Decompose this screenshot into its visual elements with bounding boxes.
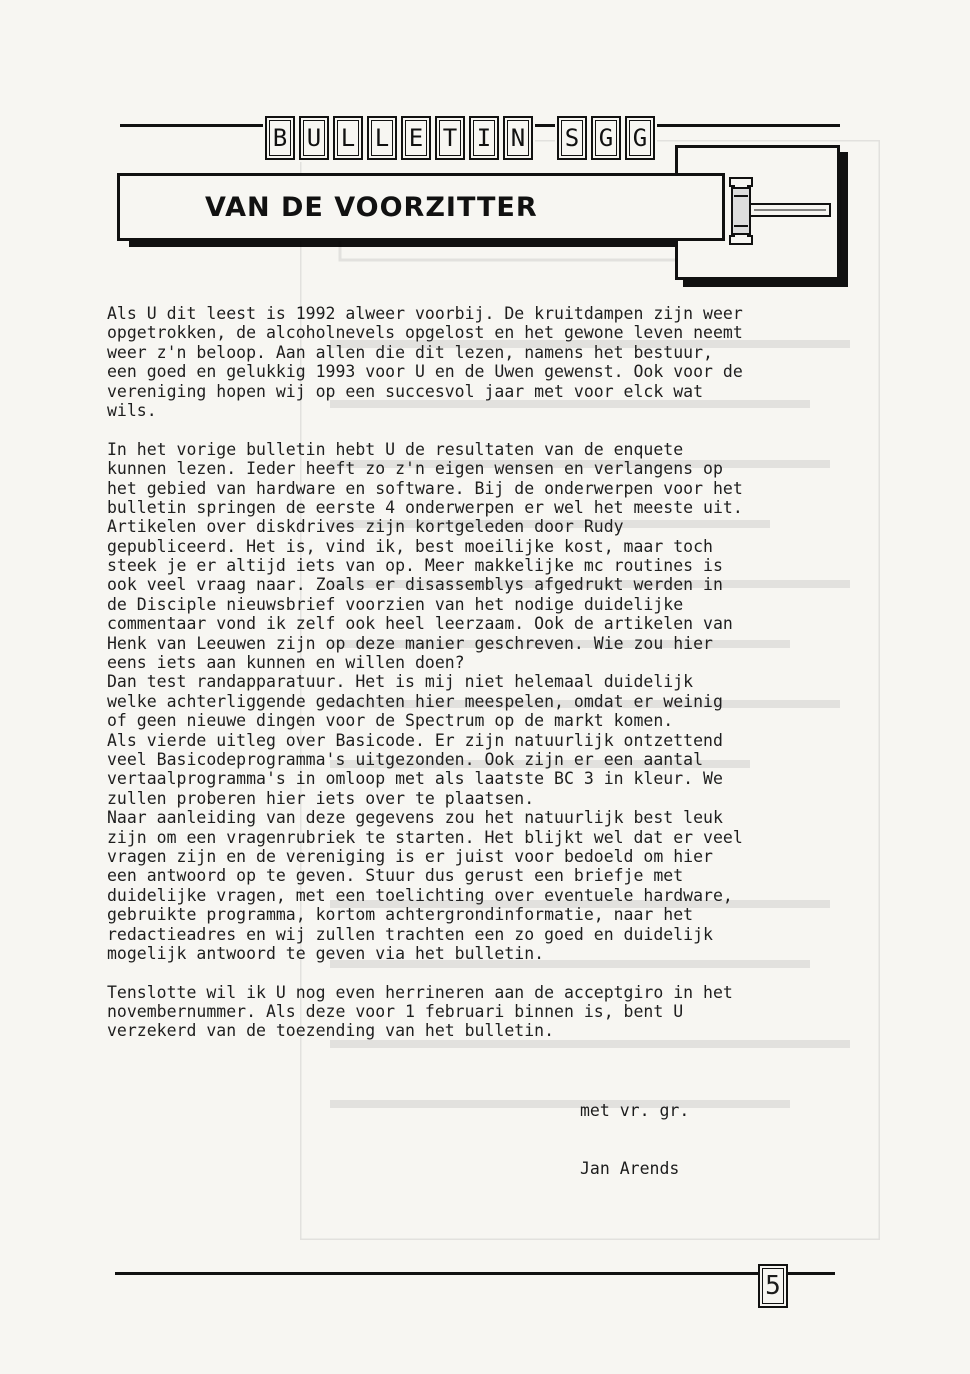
article-line: welke achterliggende gedachten hier meespelen, omdat er weinig xyxy=(107,691,723,711)
article-line: weer z'n beloop. Aan allen die dit lezen, namens het bestuur, xyxy=(107,342,713,362)
article-line: eens iets aan kunnen en willen doen? xyxy=(107,653,465,673)
brand-letter-tile: B xyxy=(265,116,295,160)
article-line: een antwoord op te geven. Stuur dus gerust een briefje met xyxy=(107,866,684,886)
brand-letter-tile: U xyxy=(299,116,329,160)
brand-letter-tile: L xyxy=(333,116,363,160)
brand-letter-tile: T xyxy=(435,116,465,160)
article-line: veel Basicodeprogramma's uitgezonden. Ook zijn er een aantal xyxy=(107,749,704,769)
section-title: VAN DE VOORZITTER xyxy=(205,191,538,223)
signature-block xyxy=(580,1062,689,1198)
author-name: Jan Arends xyxy=(580,1159,680,1179)
brand-letter-tile: L xyxy=(367,116,397,160)
article-line: de Disciple nieuwsbrief voorzien van het nodige duidelijke xyxy=(107,594,684,614)
article-line: Tenslotte wil ik U nog even herrineren aan de acceptgiro in het xyxy=(107,982,733,1002)
brand-letter-tile: N xyxy=(503,116,533,160)
section-title-box xyxy=(117,173,725,241)
article-line: In het vorige bulletin hebt U de resultaten van de enquete xyxy=(107,439,684,459)
article-line: zijn om een vragenrubriek te starten. Het blijkt wel dat er veel xyxy=(107,827,743,847)
brand-letter-tile: S xyxy=(557,116,587,160)
article-line: of geen nieuwe dingen voor de Spectrum op de markt komen. xyxy=(107,711,674,731)
article-line: kunnen lezen. Ieder heeft zo z'n eigen wensen en verlangens op xyxy=(107,459,723,479)
article-line: een goed en gelukkig 1993 voor U en de Uwen gewenst. Ook voor de xyxy=(107,362,743,382)
brand-letter-tile: G xyxy=(591,116,621,160)
article-line: mogelijk antwoord te geven via het bulletin. xyxy=(107,943,545,963)
article-line: redactieadres en wij zullen trachten een zo goed en duidelijk xyxy=(107,924,713,944)
page-number: 5 xyxy=(758,1264,788,1308)
article-line: vertaalprogramma's in omloop met als laatste BC 3 in kleur. We xyxy=(107,769,723,789)
brand-letter-tile: G xyxy=(625,116,655,160)
article-line: Naar aanleiding van deze gegevens zou het natuurlijk best leuk xyxy=(107,808,723,828)
article-line: gepubliceerd. Het is, vind ik, best moeilijke kost, maar toch xyxy=(107,536,713,556)
brand-letter-tile: E xyxy=(401,116,431,160)
article-line: Als vierde uitleg over Basicode. Er zijn natuurlijk ontzettend xyxy=(107,730,723,750)
article-line: zullen proberen hier iets over te plaatsen. xyxy=(107,788,535,808)
article-line: bulletin springen de eerste 4 onderwerpen er wel het meeste uit. xyxy=(107,497,743,517)
bottom-rule xyxy=(115,1272,835,1275)
article-line: duidelijke vragen, met een toelichting over eventuele hardware, xyxy=(107,885,733,905)
article-line: ook veel vraag naar. Zoals er disassemblys afgedrukt werden in xyxy=(107,575,723,595)
article-line: verzekerd van de toezending van het bulletin. xyxy=(107,1021,555,1041)
article-line: opgetrokken, de alcoholnevels opgelost en het gewone leven neemt xyxy=(107,323,743,343)
article-body xyxy=(107,304,847,1041)
article-line: Dan test randapparatuur. Het is mij niet helemaal duidelijk xyxy=(107,672,694,692)
article-line xyxy=(107,420,847,439)
article-line: wils. xyxy=(107,400,157,420)
article-line: commentaar vond ik zelf ook heel leerzaam. Ook de artikelen van xyxy=(107,614,733,634)
article-line: het gebied van hardware en software. Bij de onderwerpen voor het xyxy=(107,478,743,498)
closing-greeting: met vr. gr. xyxy=(580,1100,690,1120)
article-line xyxy=(107,963,847,982)
article-line: vragen zijn en de vereniging is er juist voor bedoeld om hier xyxy=(107,846,713,866)
article-line: Artikelen over diskdrives zijn kortgeleden door Rudy xyxy=(107,517,624,537)
article-line: novembernummer. Als deze voor 1 februari binnen is, bent U xyxy=(107,1002,684,1022)
brand-letter-tile: I xyxy=(469,116,499,160)
article-line: gebruikte programma, kortom achtergrondinformatie, naar het xyxy=(107,905,694,925)
bulletin-sgg-logo xyxy=(265,116,655,160)
article-line: steek je er altijd iets van op. Meer makkelijke mc routines is xyxy=(107,556,723,576)
article-line: Als U dit leest is 1992 alweer voorbij. De kruitdampen zijn weer xyxy=(107,304,743,323)
article-line: vereniging hopen wij op een succesvol jaar met voor elck wat xyxy=(107,381,704,401)
article-line: Henk van Leeuwen zijn op deze manier geschreven. Wie zou hier xyxy=(107,633,713,653)
